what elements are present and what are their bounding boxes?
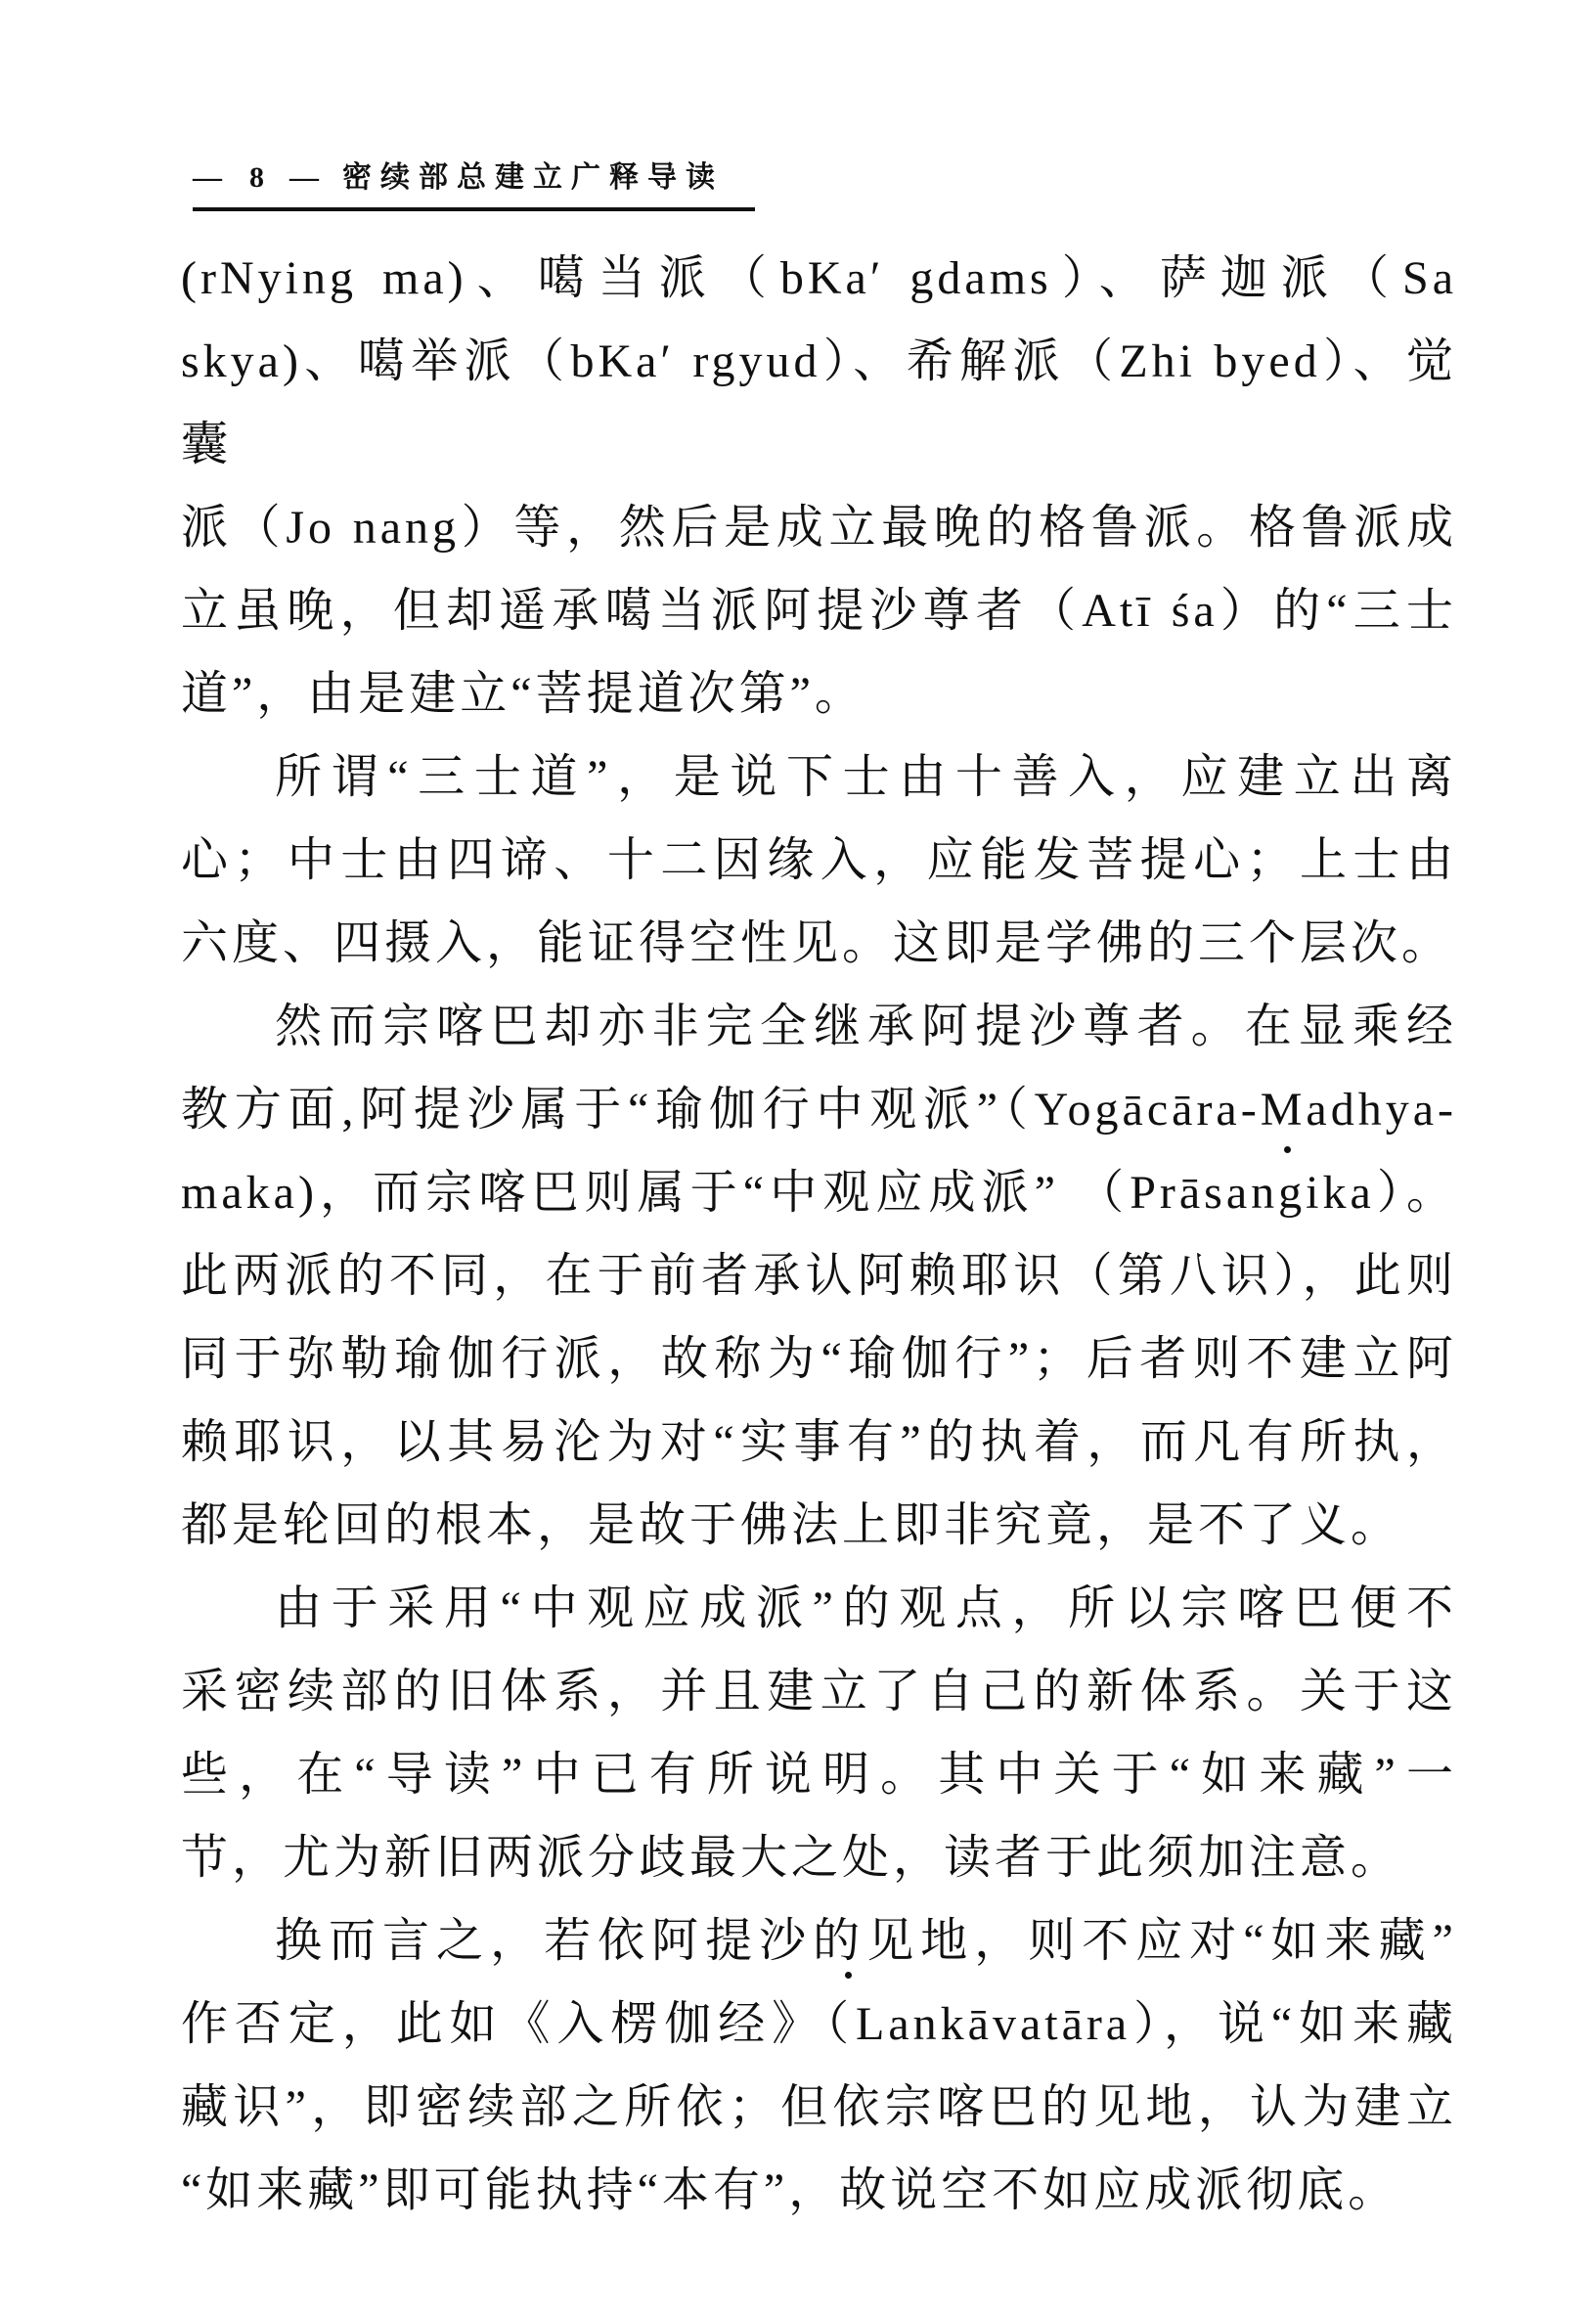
text-line: “如来藏”即可能执持“本有”，故说空不如应成派彻底。 bbox=[181, 2164, 1399, 2216]
text-line: 都是轮回的根本，是故于佛法上即非究竟，是不了义。 bbox=[181, 1499, 1402, 1551]
paragraph bbox=[181, 1899, 1457, 2232]
paragraph bbox=[181, 237, 1457, 735]
text-line: 节，尤为新旧两派分歧最大之处，读者于此须加注意。 bbox=[181, 1832, 1402, 1884]
text-line: 换而言之，若依阿提沙的见地，则不应对“如来藏” bbox=[275, 1915, 1457, 1967]
text-line: 些，在“导读”中已有所说明。其中关于“如来藏”一 bbox=[181, 1749, 1457, 1801]
text-line: skya)、噶举派（bKa′ rgyud）、希解派（Zhi byed）、觉囊 bbox=[181, 335, 1457, 470]
text-line: 藏识”，即密续部之所依；但依宗喀巴的见地，认为建立 bbox=[181, 2081, 1457, 2133]
text-line: 赖耶识，以其易沦为对“实事有”的执着，而凡有所执， bbox=[181, 1416, 1457, 1468]
text-line: 道”，由是建立“菩提道次第”。 bbox=[181, 668, 865, 720]
text-line: 采密续部的旧体系，并且建立了自己的新体系。关于这 bbox=[181, 1666, 1457, 1717]
text-line: 由于采用“中观应成派”的观点，所以宗喀巴便不 bbox=[275, 1582, 1457, 1634]
text-line: 所谓“三士道”，是说下士由十善入，应建立出离 bbox=[275, 751, 1457, 803]
running-title: 密续部总建立广释导读 bbox=[342, 161, 724, 194]
header-dash-left: — bbox=[193, 161, 222, 194]
paragraph bbox=[181, 985, 1457, 1567]
text-line: 派（Jo nang）等，然后是成立最晚的格鲁派。格鲁派成 bbox=[181, 502, 1457, 554]
paragraph bbox=[181, 1567, 1457, 1899]
text-line: 心；中士由四谛、十二因缘入，应能发菩提心；上士由 bbox=[181, 834, 1457, 886]
text-line: (rNying ma)、噶当派（bKa′ gdams）、萨迦派（Sa bbox=[181, 252, 1457, 304]
text-line: 六度、四摄入，能证得空性见。这即是学佛的三个层次。 bbox=[181, 917, 1453, 969]
page-body bbox=[181, 237, 1457, 2232]
text-line: maka)，而宗喀巴则属于“中观应成派” （Prāsangika）。 bbox=[181, 1167, 1457, 1219]
diacritic-dot bbox=[845, 1972, 852, 1979]
text-line: 立虽晚，但却遥承噶当派阿提沙尊者（Atī śa）的“三士 bbox=[181, 585, 1457, 637]
diacritic-dot bbox=[1284, 1146, 1291, 1153]
text-line: 然而宗喀巴却亦非完全继承阿提沙尊者。在显乘经 bbox=[275, 1001, 1457, 1052]
text-line: 同于弥勒瑜伽行派，故称为“瑜伽行”；后者则不建立阿 bbox=[181, 1333, 1457, 1385]
text-line: 作否定，此如《入楞伽经》（Lankāvatāra），说“如来藏 bbox=[181, 1998, 1457, 2050]
page-header bbox=[193, 153, 755, 211]
paragraph bbox=[181, 735, 1457, 985]
text-line: 此两派的不同，在于前者承认阿赖耶识（第八识），此则 bbox=[181, 1250, 1457, 1302]
header-dash-right: — bbox=[289, 161, 319, 194]
page-number: 8 bbox=[249, 161, 264, 194]
text-line: 教方面,阿提沙属于“瑜伽行中观派”（Yogācāra-Madhya- bbox=[181, 1084, 1457, 1136]
